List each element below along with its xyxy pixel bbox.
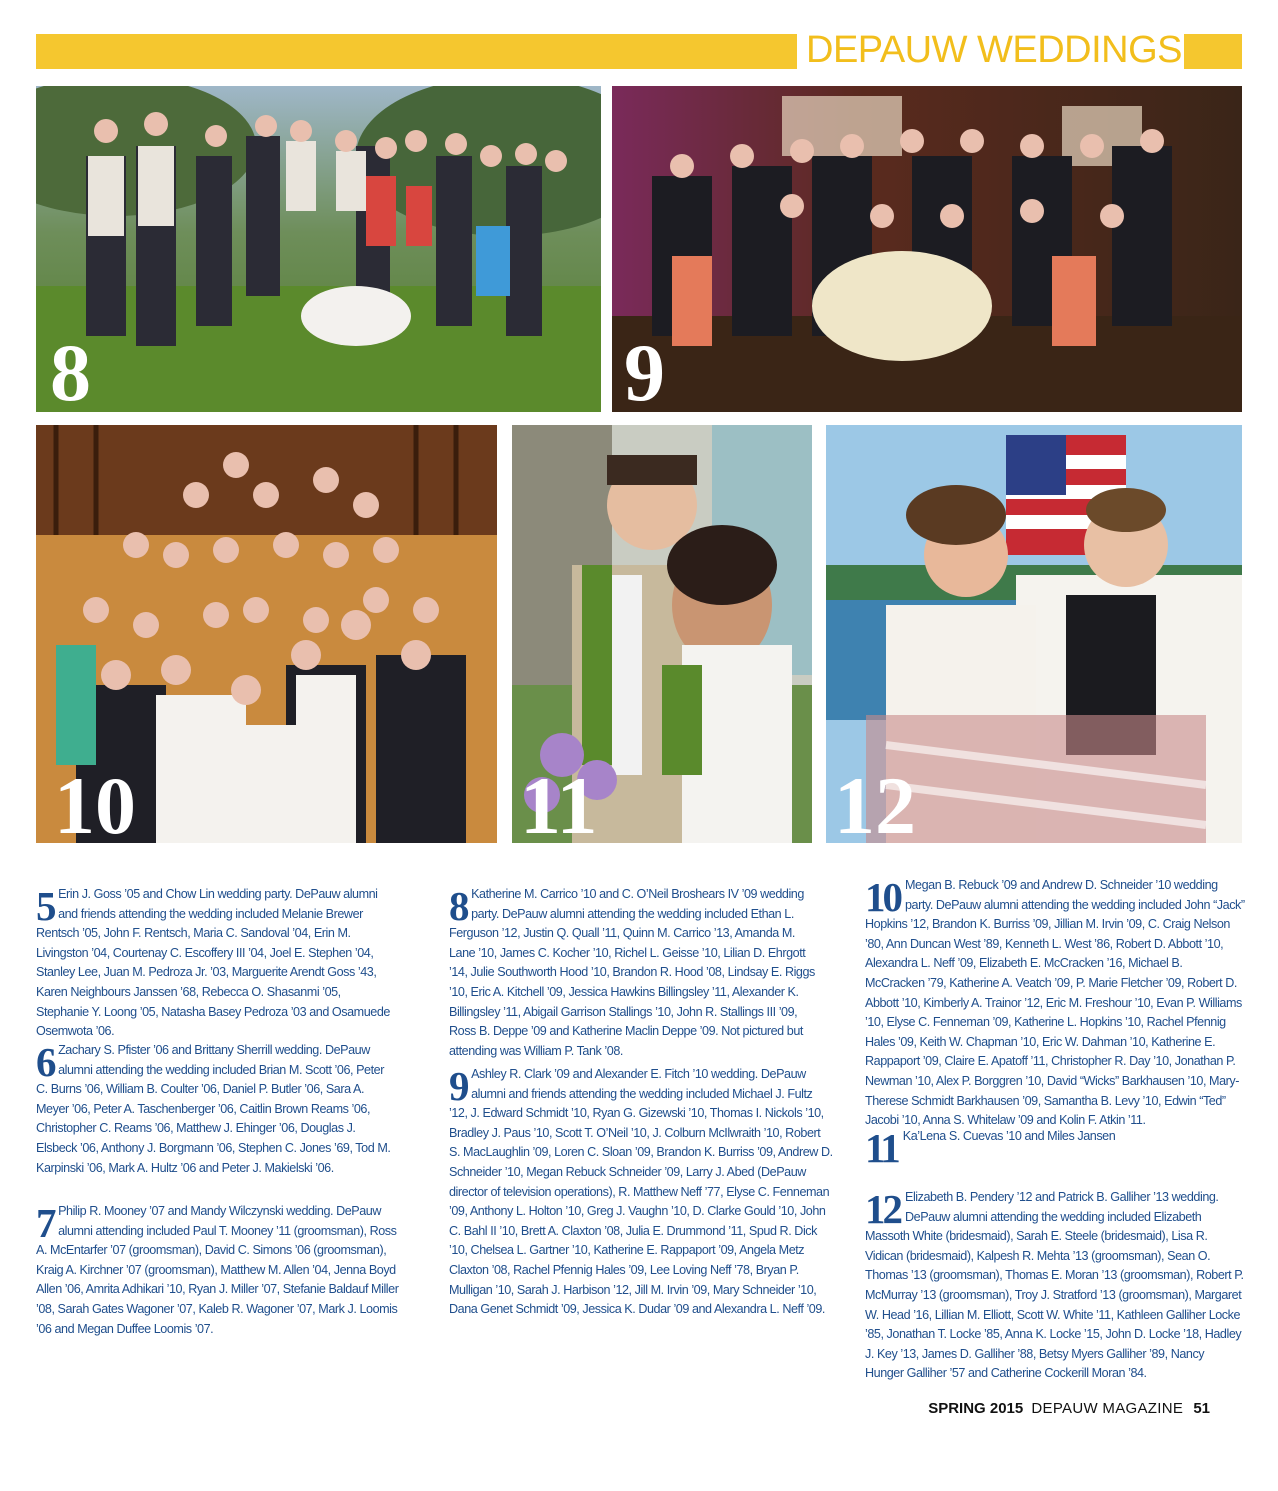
page-footer <box>928 1398 1210 1420</box>
caption-text: Katherine M. Carrico ’10 and C. O’Neil Broshears IV ’09 wedding party. DePauw alumni attending the wedding included Ethan L. Ferguson ’12, Justin Q. Quall ’11, Quinn M. Carrico ’13, Amanda M. Lane ’10, James C. Kocher ’10, Richel L. Geisse ’10, Lilian D. Ehrgott ’14, Julie Southworth Hood ’10, Brandon R. Hood ’08, Lindsay E. Riggs ’10, Eric A. Kitchell ’09, Jessica Hawkins Billingsley ’11, Alexander K. Billingsley ’11, Abigail Garrison Stallings ’10, John R. Stallings III ’09, Ross B. Deppe ’09 and Katherine Maclin Deppe ’09. Not pictured but attending was William P. Tank ’08. <box>449 887 815 1058</box>
caption-8 <box>449 885 822 1061</box>
photo-10 <box>36 425 497 843</box>
photo-10-image <box>36 425 497 843</box>
caption-number: 9 <box>449 1063 470 1109</box>
page-title: DEPAUW WEDDINGS <box>806 29 1183 71</box>
caption-7 <box>36 1202 409 1339</box>
photo-9 <box>612 86 1242 412</box>
photo-11 <box>512 425 812 843</box>
photo-12-image <box>826 425 1242 843</box>
photo-9-number: 9 <box>624 327 665 412</box>
caption-12 <box>865 1188 1245 1384</box>
caption-number: 8 <box>449 883 470 929</box>
caption-text: Erin J. Goss ’05 and Chow Lin wedding party. DePauw alumni and friends attending the wedding included Melanie Brewer Rentsch ’05, John F. Rentsch, Maria C. Sandoval ’04, Erin M. Livingston ’04, Courtenay C. Escoffery III ’04, Joel E. Stephen ’04, Stanley Lee, Juan M. Pedroza Jr. ’03, Marguerite Arendt Goss ’43, Karen Neighbours Janssen ’68, Rebecca O. Shasanmi ’05, Stephanie Y. Loong ’05, Natasha Basey Pedroza ’03 and Osamuede Osemwota ’06. <box>36 887 390 1039</box>
footer-magazine: DEPAUW MAGAZINE <box>1031 1400 1184 1417</box>
caption-number: 5 <box>36 883 57 929</box>
photo-8 <box>36 86 601 412</box>
footer-season: SPRING 2015 <box>928 1400 1024 1417</box>
photo-11-image <box>512 425 812 843</box>
caption-number: 10 <box>865 874 900 920</box>
header-bar-right <box>1184 34 1242 69</box>
caption-text: Ka’Lena S. Cuevas ’10 and Miles Jansen <box>902 1129 1116 1143</box>
photo-9-image <box>612 86 1242 412</box>
caption-text: Philip R. Mooney ’07 and Mandy Wilczynski wedding. DePauw alumni attending included Paul T. Mooney ’11 (groomsman), Ross A. McEntarfer ’07 (groomsman), David C. Simons ’06 (groomsman), Kraig A. Kirchner ’07 (groomsman), Matthew M. Allen ’04, Jenna Boyd Allen ’06, Amrita Adhikari ’10, Ryan J. Miller ’07, Stefanie Baldauf Miller ’08, Sarah Gates Wagoner ’07, Kaleb R. Wagoner ’07, Mark J. Loomis ’06 and Megan Duffee Loomis ’07. <box>36 1204 399 1336</box>
caption-6 <box>36 1041 396 1178</box>
caption-number: 11 <box>865 1125 898 1171</box>
photo-10-number: 10 <box>54 760 136 843</box>
photo-12 <box>826 425 1242 843</box>
caption-text: Ashley R. Clark ’09 and Alexander E. Fitch ’10 wedding. DePauw alumni and friends attending the wedding included Michael J. Fultz ’12, J. Edward Schmidt ’10, Ryan G. Gizewski ’10, Thomas I. Nickols ’10, Bradley J. Paus ’10, Scott T. O’Neil ’10, J. Colburn McIlwraith ’10, Robert S. MacLaughlin ’09, Loren C. Sloan ’09, Brandon K. Burriss ’09, Andrew D. Schneider ’10, Megan Rebuck Schneider ’09, Larry J. Abed (DePauw director of television operations), R. Matthew Neff ’77, Elyse C. Fenneman ’09, Anthony L. Holton ’10, Greg J. Vaughn ’10, D. Clarke Gould ’10, John C. Bahl II ’10, Brett A. Claxton ’08, Julia E. Drummond ’11, Spud R. Dick ’10, Chelsea L. Gartner ’10, Katherine E. Rappaport ’09, Angela Metz Claxton ’08, Rachel Pfennig Hales ’09, Lee Loving Neff ’78, Bryan P. Mulligan ’10, Sarah J. Harbison ’12, Jill M. Irvin ’09, Mary Schneider ’10, Dana Genet Schmidt ’09, Jessica K. Dudar ’09 and Alexandra L. Neff ’09. <box>449 1067 833 1317</box>
caption-10 <box>865 876 1245 1131</box>
caption-text: Zachary S. Pfister ’06 and Brittany Sherrill wedding. DePauw alumni attending the wedding included Brian M. Scott ’06, Peter C. Burns ’06, William B. Coulter ’06, Daniel P. Butler ’06, Sara A. Meyer ’06, Peter A. Taschenberger ’06, Caitlin Brown Reams ’06, Christopher C. Reams ’06, Matthew J. Ehinger ’06, Douglas J. Elsbeck ’06, Anthony J. Borgmann ’06, Stephen C. Jones ’69, Tod M. Karpinski ’06, Mark A. Hultz ’06 and Peter J. Makielski ’06. <box>36 1043 391 1175</box>
caption-5 <box>36 885 396 1042</box>
caption-9 <box>449 1065 833 1320</box>
caption-text: Megan B. Rebuck ’09 and Andrew D. Schneider ’10 wedding party. DePauw alumni attending the wedding included John “Jack” Hopkins ’12, Brandon K. Burriss ’09, Jillian M. Irvin ’09, C. Craig Nelson ’80, Ann Duncan West ’89, Kenneth L. West ’86, Robert D. Abbott ’10, Alexandra L. Neff ’09, Elizabeth E. McCracken ’16, Michael B. McCracken ’79, Katherine A. Veatch ’09, P. Marie Fletcher ’09, Robert D. Abbott ’10, Kimberly A. Trainor ’12, Eric M. Freshour ’10, Evan P. Williams ’10, Elyse C. Fenneman ’09, Katherine L. Hopkins ’10, Rachel Pfennig Hales ’09, Keith W. Chapman ’10, Eric W. Dahman ’10, Katherine E. Rappaport ’09, Claire E. Apatoff ’11, Christopher R. Day ’10, Jonathan P. Newman ’10, Alex P. Borggren ’10, David “Wicks” Barkhausen ’10, Mary-Therese Schmidt Barkhausen ’09, Samantha B. Levy ’10, Edwin “Ted” Jacobi ’10, Anna S. Whitelaw ’09 and Kolin F. Atkin ’11. <box>865 878 1245 1128</box>
footer-page-number: 51 <box>1193 1400 1210 1417</box>
photo-11-number: 11 <box>520 760 598 843</box>
caption-number: 6 <box>36 1039 57 1085</box>
caption-11 <box>865 1125 1245 1171</box>
photo-12-number: 12 <box>834 760 916 843</box>
caption-text: Elizabeth B. Pendery ’12 and Patrick B. Galliher ’13 wedding. DePauw alumni attending the wedding included Elizabeth Massoth White (bridesmaid), Sarah E. Steele (bridesmaid), Lisa R. Vidican (bridesmaid), Kalpesh R. Mehta ’13 (groomsman), Sean O. Thomas ’13 (groomsman), Thomas E. Moran ’13 (groomsman), Robert P. McMurray ’13 (groomsman), Troy J. Stratford ’13 (groomsman), Margaret W. Head ’16, Lillian M. Elliott, Scott W. White ’11, Kathleen Galliher Locke ’85, Jonathan T. Locke ’85, Anna K. Locke ’15, John D. Locke ’18, Hadley J. Key ’13, James D. Galliher ’88, Betsy Myers Galliher ’89, Nancy Hunger Galliher ’57 and Catherine Cockerill Moran ’84. <box>865 1190 1244 1381</box>
photo-8-number: 8 <box>50 327 91 412</box>
photo-8-image <box>36 86 601 412</box>
header-bar-left <box>36 34 797 69</box>
caption-number: 12 <box>865 1186 900 1232</box>
caption-number: 7 <box>36 1200 57 1246</box>
